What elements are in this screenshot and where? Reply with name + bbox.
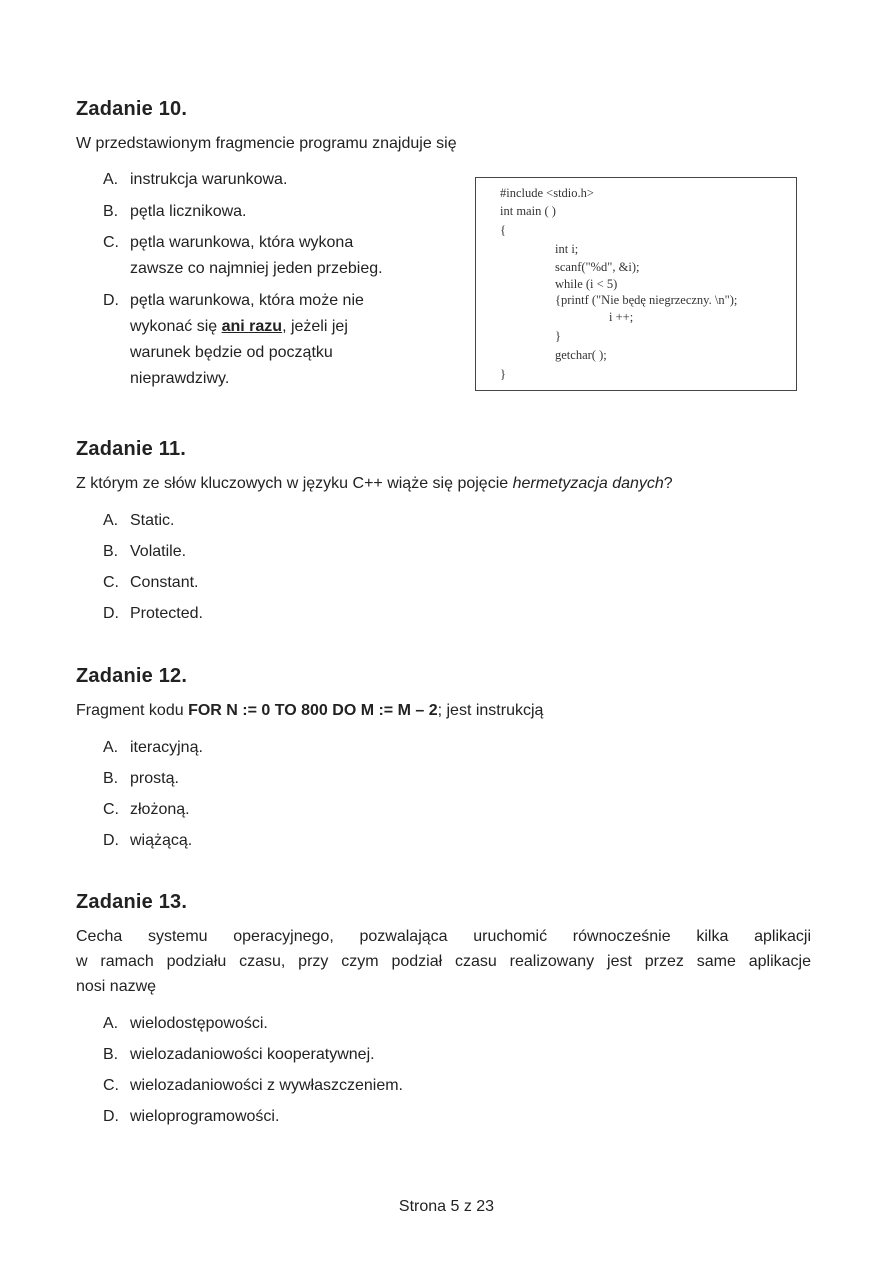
task-title: Zadanie 11. <box>76 438 187 460</box>
code-line: } <box>500 367 506 381</box>
code-line: getchar( ); <box>555 348 607 362</box>
task-12 <box>76 665 811 856</box>
task-title: Zadanie 13. <box>76 891 188 913</box>
code-line: int main ( ) <box>500 204 556 218</box>
code-line: while (i < 5) <box>555 277 618 291</box>
task-question: W przedstawionym fragmencie programu znajduje się <box>76 135 457 152</box>
answer-options <box>103 732 811 856</box>
task-title: Zadanie 12. <box>76 665 188 687</box>
answer-option: D. wieloprogramowości. <box>103 1108 280 1125</box>
answer-option: A. wielodostępowości. <box>103 1015 268 1032</box>
answer-options <box>103 1008 811 1132</box>
answer-option: A. Static. <box>103 512 175 529</box>
answer-option: D. pętla warunkowa, która może nie wykonać się ani razu, jeżeli jej warunek będzie od początku nieprawdziwy. <box>103 291 364 387</box>
answer-option: D. Protected. <box>103 605 203 622</box>
task-question: nosi nazwę <box>76 978 157 995</box>
page-number: Strona 5 z 23 <box>398 1198 495 1215</box>
answer-option: B. Volatile. <box>103 543 187 560</box>
task-13 <box>76 891 811 1132</box>
answer-option: C. złożoną. <box>103 801 190 818</box>
code-box <box>475 177 797 391</box>
code-line: i ++; <box>609 310 634 324</box>
answer-option: C. Constant. <box>103 574 199 591</box>
task-question: Z którym ze słów kluczowych w języku C++ wiąże się pojęcie hermetyzacja danych? <box>76 475 673 492</box>
answer-option: C. pętla warunkowa, która wykona zawsze co najmniej jeden przebieg. <box>103 234 383 277</box>
answer-option: A. instrukcja warunkowa. <box>103 171 288 188</box>
answer-option: B. pętla licznikowa. <box>103 202 247 220</box>
code-line: { <box>500 223 506 237</box>
task-question: Fragment kodu FOR N := 0 TO 800 DO M := M – 2; jest instrukcją <box>76 702 544 719</box>
answer-option: D. wiążącą. <box>103 832 193 849</box>
answer-options <box>103 505 811 629</box>
answer-option: A. iteracyjną. <box>103 739 203 756</box>
code-line: scanf("%d", &i); <box>555 260 640 274</box>
code-line: #include <stdio.h> <box>500 186 594 200</box>
code-line: int i; <box>555 242 579 256</box>
task-question: Cecha systemu operacyjnego, pozwalająca uruchomić równocześnie kilka aplikacji <box>76 928 811 945</box>
task-title: Zadanie 10. <box>76 98 188 120</box>
task-11 <box>76 438 811 629</box>
task-question: w ramach podziału czasu, przy czym podział czasu realizowany jest przez same aplikacje <box>76 953 811 970</box>
answer-option: B. prostą. <box>103 770 179 787</box>
answer-option: C. wielozadaniowości z wywłaszczeniem. <box>103 1077 403 1094</box>
emphasis-text: ani razu <box>221 317 283 335</box>
code-line: {printf ("Nie będę niegrzeczny. \n"); <box>555 293 738 307</box>
answer-option: B. wielozadaniowości kooperatywnej. <box>103 1046 375 1063</box>
code-fragment: FOR N := 0 TO 800 DO M := M – 2 <box>188 702 438 719</box>
code-line: } <box>555 329 561 343</box>
